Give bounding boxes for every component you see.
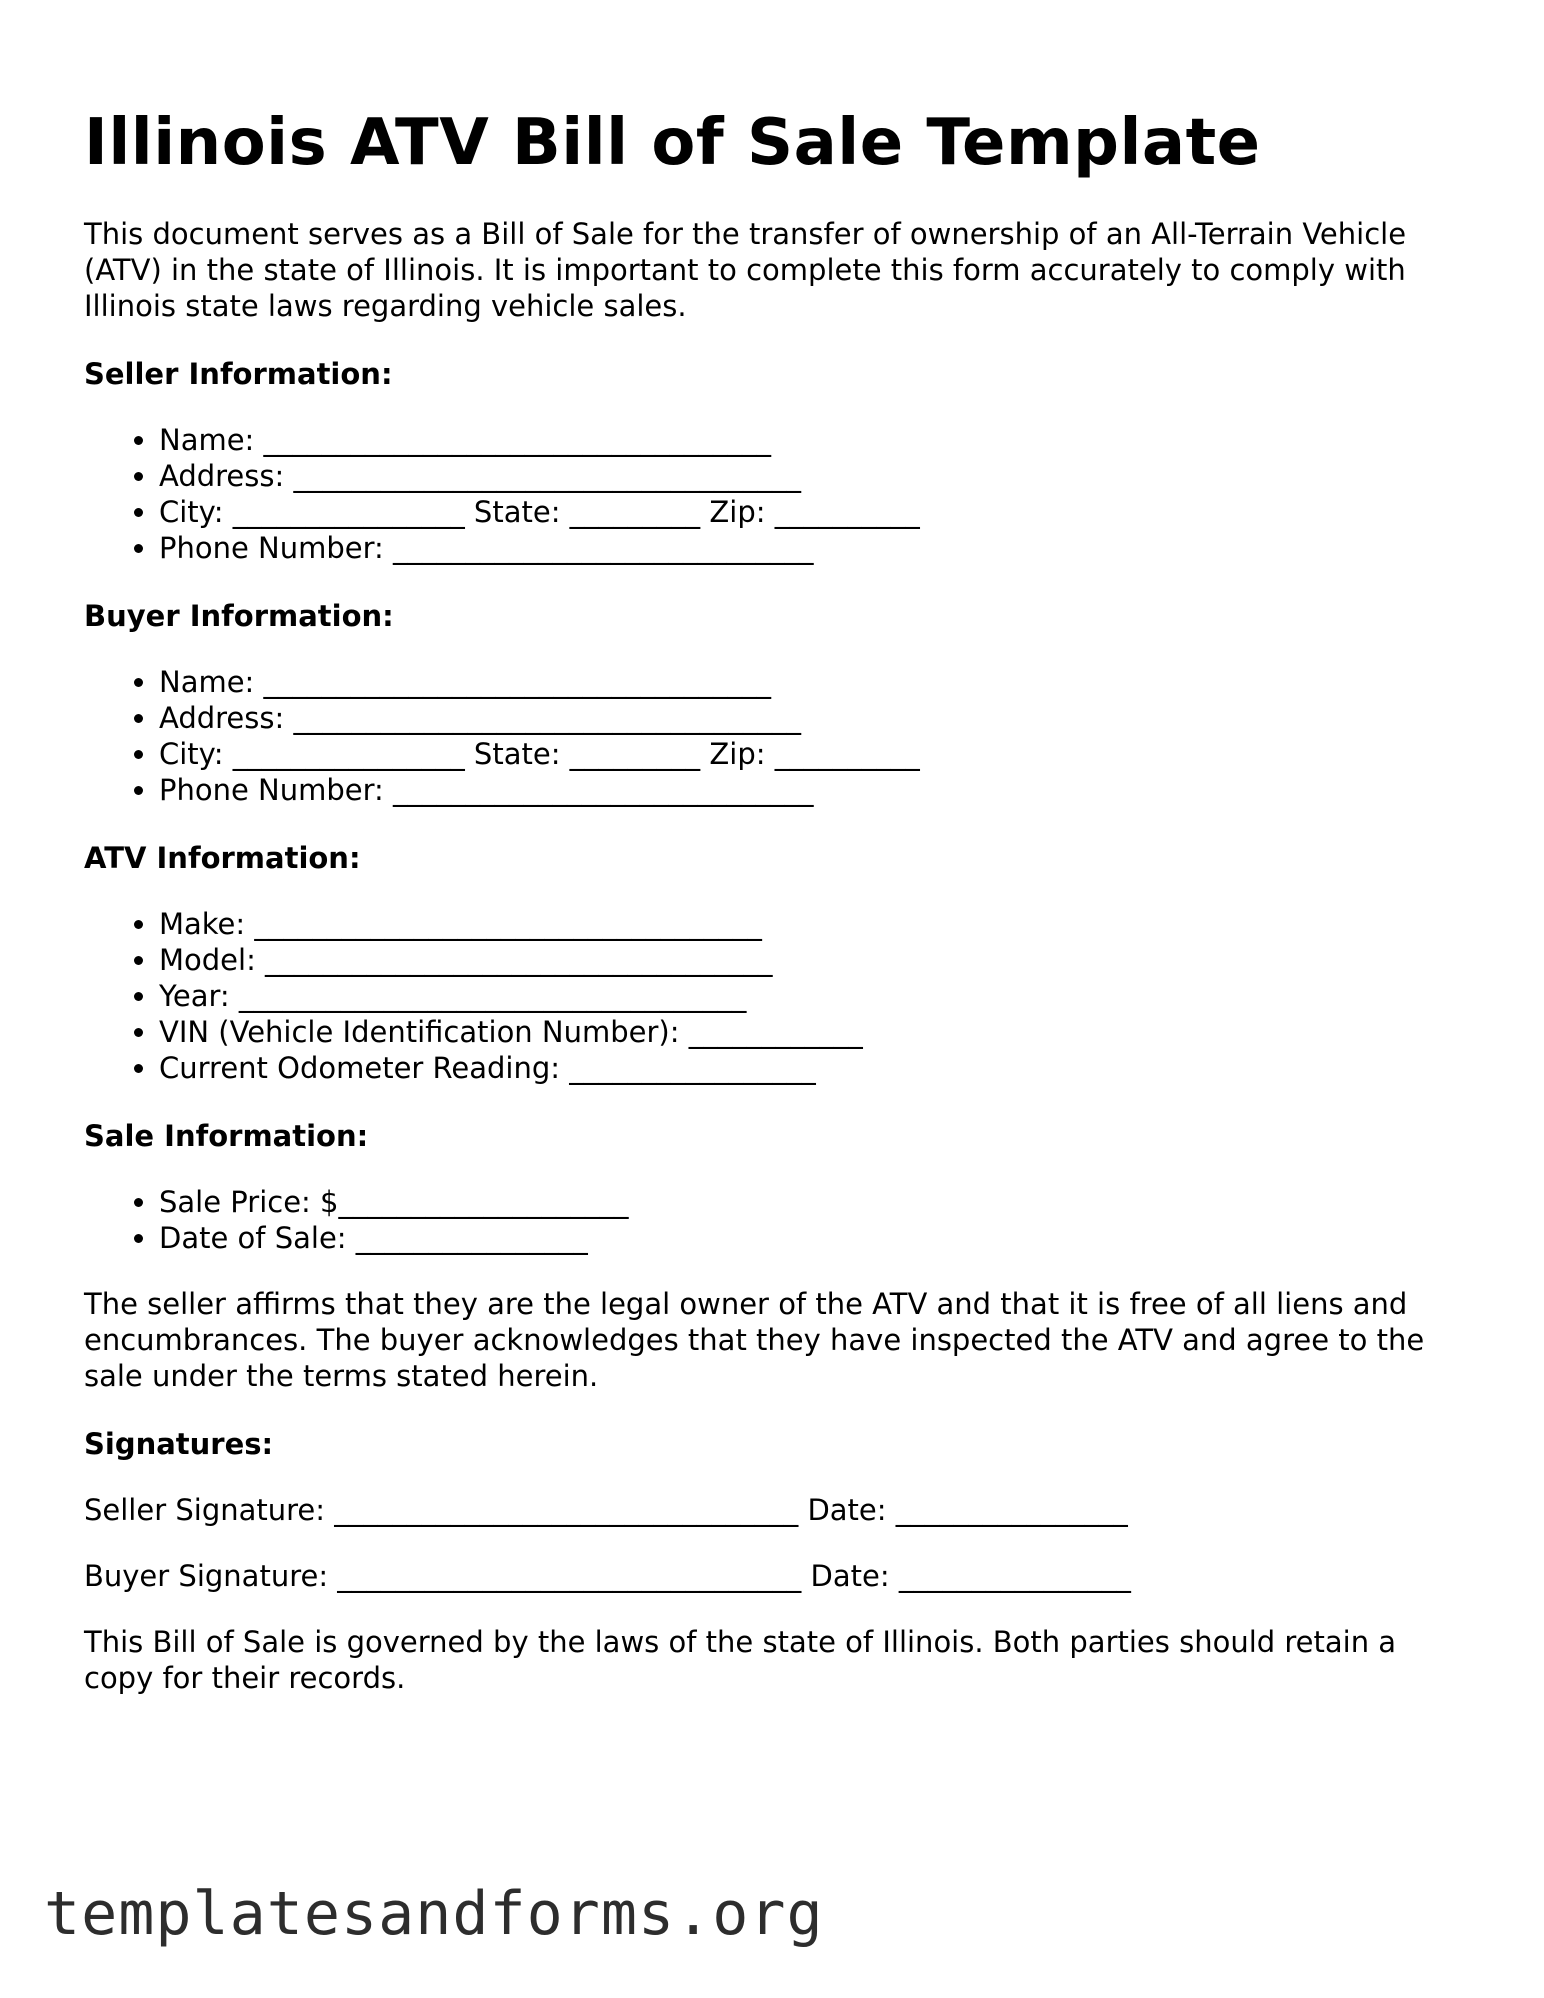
- sale-heading: Sale Information:: [84, 1119, 369, 1153]
- seller-address-field: • Address: ___________________________________: [159, 458, 1464, 494]
- atv-list: [84, 906, 1464, 1086]
- seller-heading: Seller Information:: [84, 357, 393, 391]
- sale-list: [84, 1184, 1464, 1256]
- buyer-heading: Buyer Information:: [84, 599, 394, 633]
- buyer-list: [84, 664, 1464, 808]
- intro-paragraph: This document serves as a Bill of Sale for the transfer of ownership of an All-Terrain Vehicle (ATV) in the state of Illinois. It is important to complete this form accurately to comply with Illinois state laws regarding vehicle sales.: [84, 217, 1407, 323]
- watermark: templatesandforms.org: [44, 1879, 824, 1949]
- seller-city-state-zip-field: • City: ________________ State: _________ Zip: __________: [159, 494, 1464, 530]
- atv-vin-field: • VIN (Vehicle Identification Number): ____________: [159, 1014, 1464, 1050]
- sale-price-field: • Sale Price: $____________________: [159, 1184, 1464, 1220]
- buyer-phone-field: • Phone Number: _____________________________: [159, 772, 1464, 808]
- atv-model-field: • Model: ___________________________________: [159, 942, 1464, 978]
- buyer-name-field: • Name: ___________________________________: [159, 664, 1464, 700]
- seller-list: [84, 422, 1464, 566]
- buyer-city-state-zip-field: • City: ________________ State: _________ Zip: __________: [159, 736, 1464, 772]
- document-page: [84, 100, 1464, 1696]
- affirmation-paragraph: The seller affirms that they are the legal owner of the ATV and that it is free of all liens and encumbrances. The buyer acknowledges that they have inspected the ATV and agree to the sale under the terms stated herein.: [84, 1287, 1425, 1393]
- seller-name-field: • Name: ___________________________________: [159, 422, 1464, 458]
- buyer-address-field: • Address: ___________________________________: [159, 700, 1464, 736]
- seller-phone-field: • Phone Number: _____________________________: [159, 530, 1464, 566]
- atv-heading: ATV Information:: [84, 841, 361, 875]
- buyer-signature-line: Buyer Signature: ________________________________ Date: ________________: [84, 1559, 1131, 1593]
- seller-signature-line: Seller Signature: ________________________________ Date: ________________: [84, 1493, 1128, 1527]
- page-title: Illinois ATV Bill of Sale Template: [84, 106, 1261, 180]
- atv-year-field: • Year: ___________________________________: [159, 978, 1464, 1014]
- sale-date-field: • Date of Sale: ________________: [159, 1220, 1464, 1256]
- atv-make-field: • Make: ___________________________________: [159, 906, 1464, 942]
- atv-odometer-field: • Current Odometer Reading: _________________: [159, 1050, 1464, 1086]
- closing-paragraph: This Bill of Sale is governed by the laws of the state of Illinois. Both parties should retain a copy for their records.: [84, 1625, 1397, 1695]
- signatures-heading: Signatures:: [84, 1427, 274, 1461]
